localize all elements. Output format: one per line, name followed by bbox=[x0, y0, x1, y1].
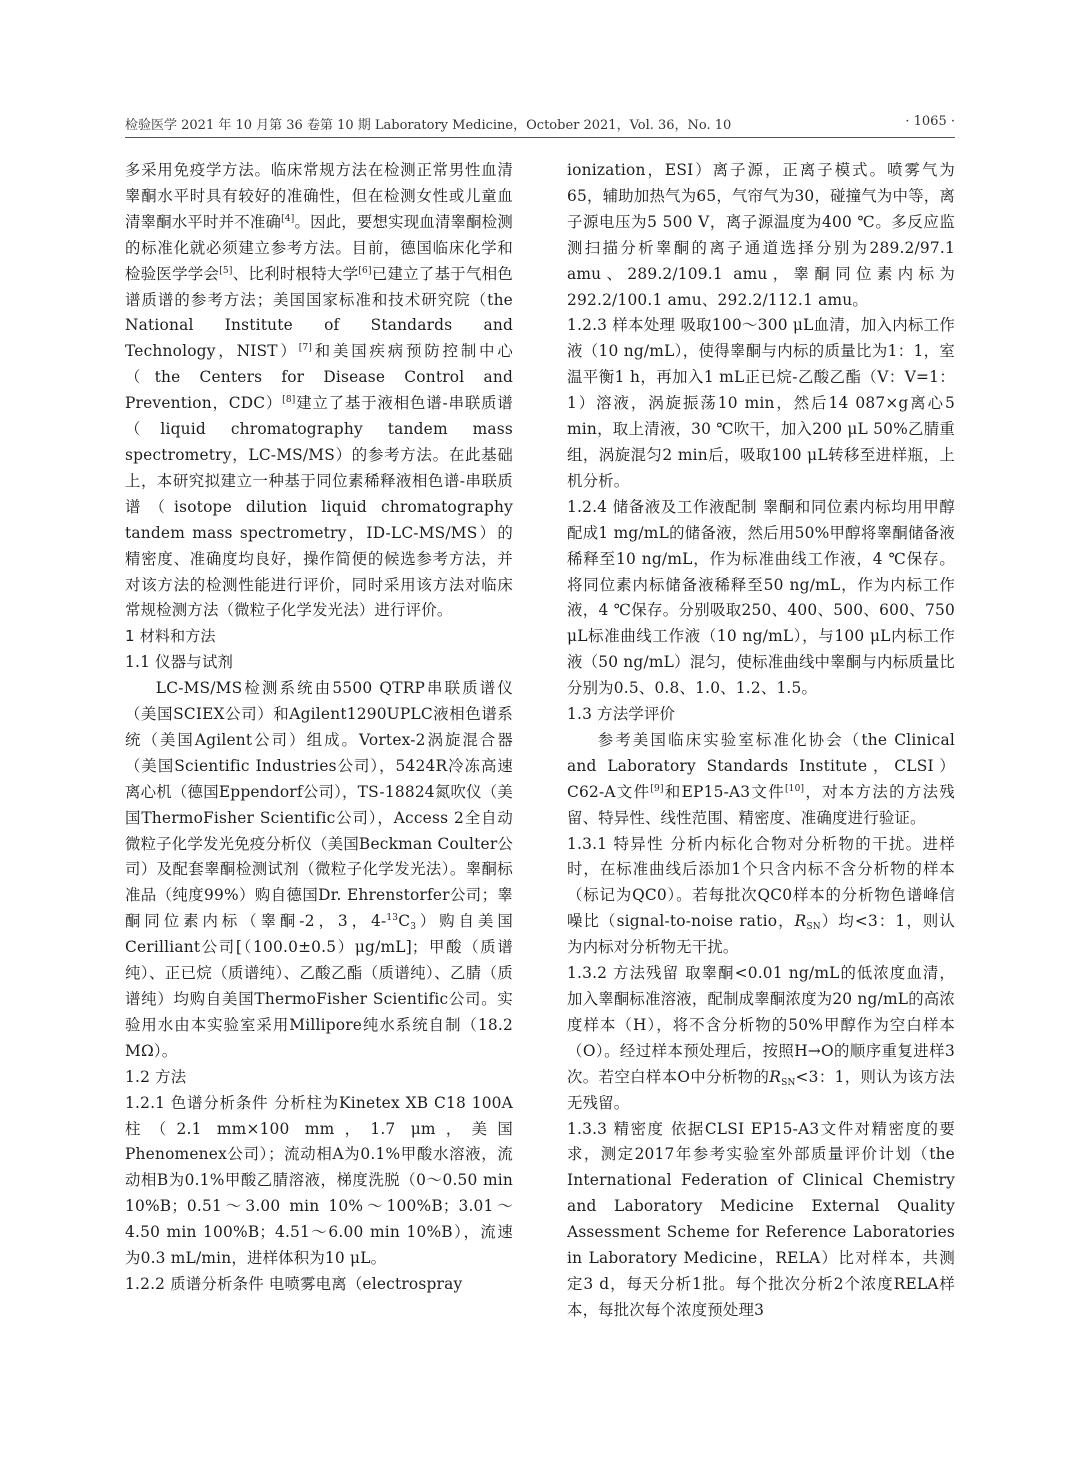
subsection-heading: 1.2 方法 bbox=[125, 1067, 187, 1086]
running-header bbox=[125, 114, 955, 136]
carryover-paragraph: 1.3.2 方法残留 取睾酮<0.01 ng/mL的低浓度血清，加入睾酮标准溶液，配制成睾酮浓度为20 ng/mL的高浓度样本（H），将不含分析物的50%甲醇作为空白样本（O）。经过样本预处理后，按照H→O的顺序重复进样3次。若空白样本O中分析物的$R_{SN}<3$：1，则认为该方法无残留。 bbox=[567, 964, 955, 1112]
method-paragraph: 1.2.4 储备液及工作液配制 睾酮和同位素内标均用甲醇配成1 mg/mL的储备液，然后用50%甲醇将睾酮储备液稀释至10 ng/mL，作为标准曲线工作液，4 ℃保存。将同位素内标储备液稀释至50 ng/mL，作为内标工作液，4 ℃保存。分别吸取250、400、500、600、750 μL标准曲线工作液（10 ng/mL），与100 μL内标工作液（50 ng/mL）混匀，使标准曲线中睾酮与内标质量比分别为0.5、0.8、1.0、1.2、1.5。 bbox=[567, 497, 955, 698]
method-paragraph: 1.2.2 质谱分析条件 电喷雾电离（electrospray bbox=[125, 1274, 463, 1293]
journal-citation: 检验医学 2021 年 10 月第 36 卷第 10 期 Laboratory Medicine，October 2021，Vol. 36，No. 10 bbox=[125, 118, 732, 133]
method-paragraph: 1.2.1 色谱分析条件 分析柱为Kinetex XB C18 100A柱（2.1 mm×100 mm，1.7 μm，美国Phenomenex公司）；流动相A为0.1%甲酸水溶液，流动相B为0.1%甲酸乙腈溶液，梯度洗脱（0～0.50 min 10%B；0.51～3.00 min 10%～100%B；3.01～4.50 min 100%B；4.51～6.00 min 10%B），流速为0.3 mL/min，进样体积为10 μL。 bbox=[125, 1093, 513, 1268]
intro-paragraph: 多采用免疫学方法。临床常规方法在检测正常男性血清睾酮水平时具有较好的准确性，但在检测女性或儿童血清睾酮水平时并不准确[4]。因此，要想实现血清睾酮检测的标准化就必须建立参考方法。目前，德国临床化学和检验医学学会[5]、比利时根特大学[6]已建立了基于气相色谱质谱的参考方法；美国国家标准和技术研究院（the National Institute of Standards and Technology，NIST）[7]和美国疾病预防控制中心（the Centers for Disease Control and Prevention，CDC）[8]建立了基于液相色谱-串联质谱（liquid chromatography tandem mass spectrometry，LC-MS/MS）的参考方法。在此基础上，本研究拟建立一种基于同位素稀释液相色谱-串联质谱（isotope dilution liquid chromatography tandem mass spectrometry，ID-LC-MS/MS）的精密度、准确度均良好，操作简便的候选参考方法，并对该方法的检测性能进行评价，同时采用该方法对临床常规检测方法（微粒子化学发光法）进行评价。 bbox=[125, 161, 513, 620]
instruments-paragraph: LC-MS/MS检测系统由5500 QTRP串联质谱仪（美国SCIEX公司）和Agilent1290UPLC液相色谱系统（美国Agilent公司）组成。Vortex-2涡旋混合器（美国Scientific Industries公司），5424R冷冻高速离心机（德国Eppendorf公司），TS-18824氮吹仪（美国ThermoFisher Scientific公司），Access 2全自动微粒子化学发光免疫分析仪（美国Beckman Coulter公司）及配套睾酮检测试剂（微粒子化学发光法）。睾酮标准品（纯度99%）购自德国Dr. Ehrenstorfer公司；睾酮同位素内标（睾酮-2，3，$4-^{13}C_3$）购自美国Cerilliant公司[（100.0±0.5）μg/mL]；甲酸（质谱纯）、正已烷（质谱纯）、乙酸乙酯（质谱纯）、乙腈（质谱纯）均购自美国ThermoFisher Scientific公司。实验用水由本实验室采用Millipore纯水系统自制（18.2 MΩ）。 bbox=[125, 679, 513, 1060]
page-number: · 1065 · bbox=[905, 114, 955, 129]
section-heading: 1 材料和方法 bbox=[125, 627, 216, 646]
specificity-paragraph: 1.3.1 特异性 分析内标化合物对分析物的干扰。进样时，在标准曲线后添加1个只含内标不含分析物的样本（标记为QC0）。若每批次QC0样本的分析物色谱峰信噪比（signal-to-noise ratio，$R_{SN}$）均<3：1，则认为内标对分析物无干扰。 bbox=[567, 834, 955, 957]
subsection-heading: 1.3 方法学评价 bbox=[567, 705, 676, 724]
citation-ref[interactable]: [4] bbox=[281, 213, 295, 224]
citation-ref[interactable]: [10] bbox=[784, 783, 805, 794]
citation-ref[interactable]: [7] bbox=[298, 343, 313, 354]
right-column bbox=[567, 158, 955, 1398]
precision-paragraph: 1.3.3 精密度 依据CLSI EP15-A3文件对精密度的要求，测定2017年参考实验室外部质量评价计划（the International Federation of Clinical Chemistry and Laboratory Medicine External Quality Assessment Scheme for Reference Laboratories in Laboratory Medicine，RELA）比对样本，共测定3 d，每天分析1批。每个批次分析2个浓度RELA样本，每批次每个浓度预处理3 bbox=[567, 1119, 955, 1319]
left-column bbox=[125, 158, 513, 1398]
citation-ref[interactable]: [5] bbox=[219, 265, 233, 276]
method-paragraph: 1.2.3 样本处理 吸取100～300 μL血清，加入内标工作液（10 ng/mL），使得睾酮与内标的质量比为1：1，室温平衡1 h，再加入1 mL正已烷-乙酸乙酯（V：V=1：1）溶液，涡旋振荡10 min，然后14 087×g离心5 min，取上清液，30 ℃吹干，加入200 μL 50%乙腈重组，涡旋混匀2 min后，吸取100 μL转移至进样瓶，上机分析。 bbox=[567, 316, 955, 490]
citation-ref[interactable]: [8] bbox=[282, 395, 296, 406]
method-paragraph: ionization，ESI）离子源，正离子模式。喷雾气为65，辅助加热气为65，气帘气为30，碰撞气为中等，离子源电压为5 500 V，离子源温度为400 ℃。多反应监测扫描分析睾酮的离子通道选择分别为289.2/97.1 amu、289.2/109.1 amu，睾酮同位素内标为292.2/100.1 amu、292.2/112.1 amu。 bbox=[567, 161, 955, 309]
citation-ref[interactable]: [6] bbox=[358, 265, 372, 276]
subsection-heading: 1.1 仪器与试剂 bbox=[125, 653, 234, 672]
evaluation-paragraph: 参考美国临床实验室标准化协会（the Clinical and Laboratory Standards Institute，CLSI）C62-A文件[9]和EP15-A3文件[10]，对本方法的方法残留、特异性、线性范围、精密度、准确度进行验证。 bbox=[567, 730, 955, 827]
header-divider bbox=[125, 137, 955, 138]
citation-ref[interactable]: [9] bbox=[650, 783, 664, 794]
